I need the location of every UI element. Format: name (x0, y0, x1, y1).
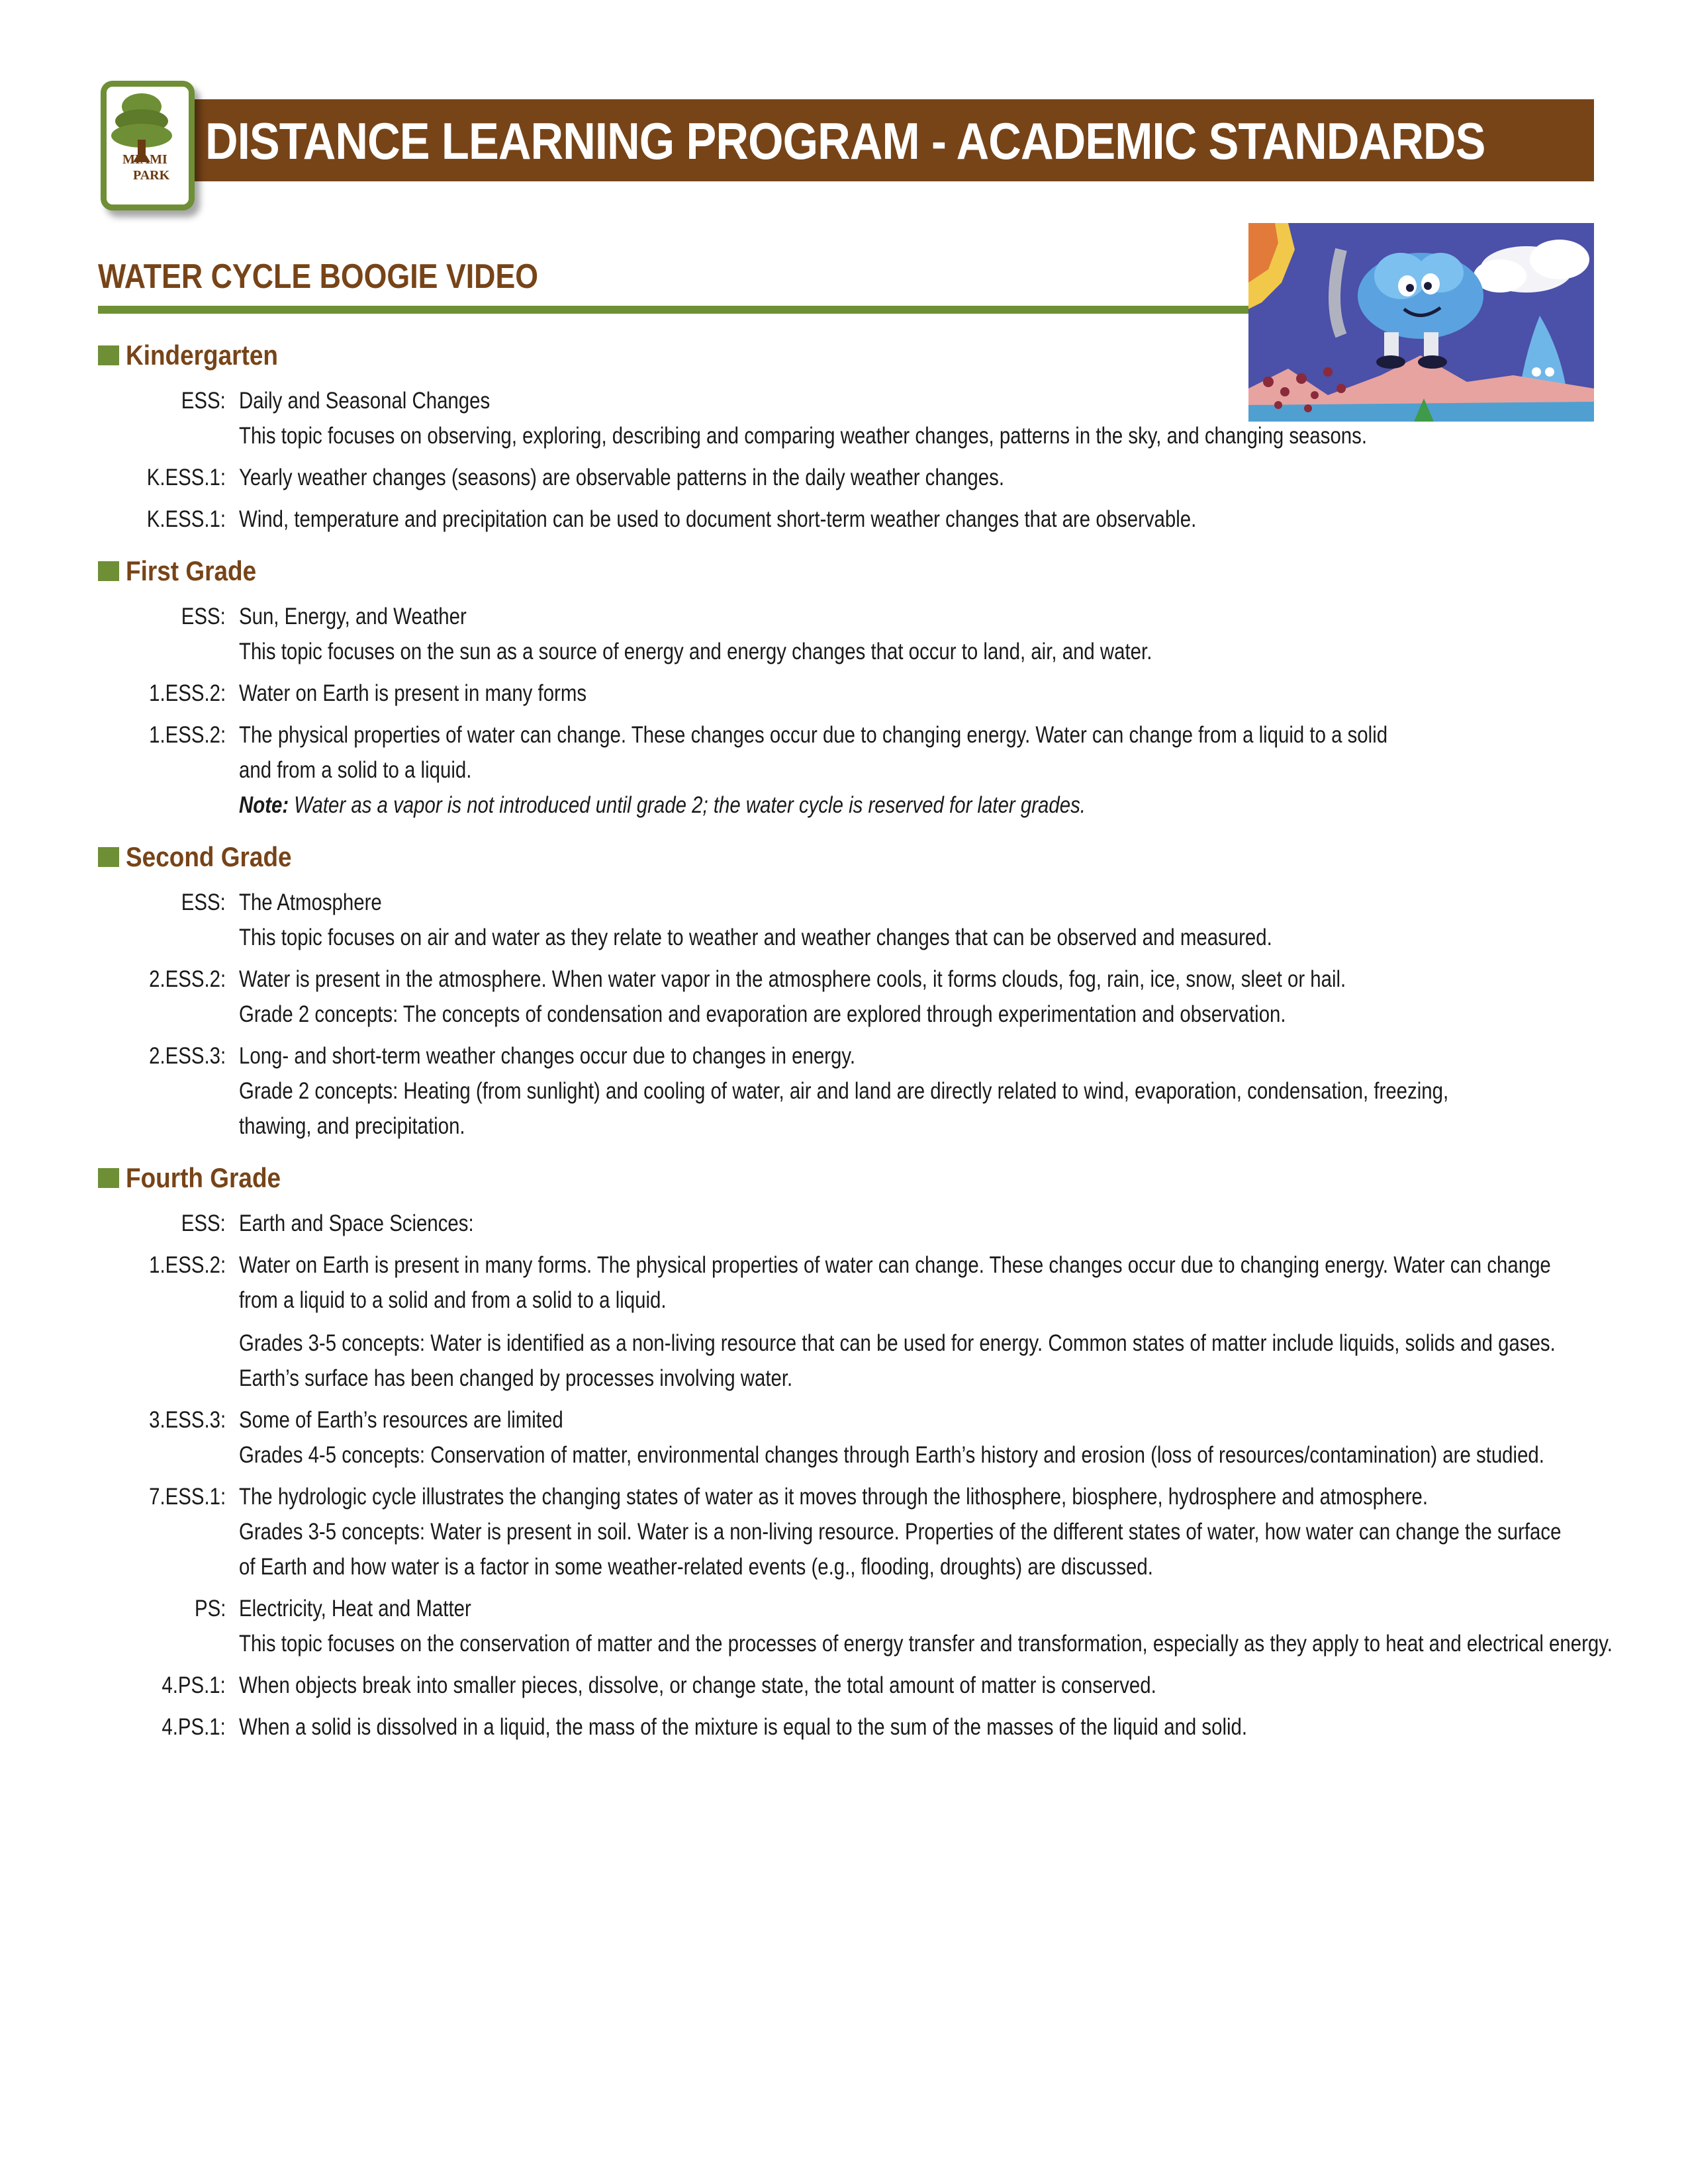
standard-line: This topic focuses on the conservation of matter and the processes of energy transfer and transformation, especially as they apply to heat and electrical energy. (239, 1631, 1613, 1657)
grade-label: Second Grade (126, 841, 292, 872)
standard-code: 1.ESS.2: (148, 1252, 226, 1278)
standard-line: Some of Earth’s resources are limited (239, 1407, 563, 1433)
standard-line: When a solid is dissolved in a liquid, the mass of the mixture is equal to the sum of the masses of the liquid and solid. (239, 1714, 1248, 1740)
miami-park-logo (101, 81, 195, 210)
standard-code: ESS: (181, 604, 226, 629)
standard-line: Yearly weather changes (seasons) are observable patterns in the daily weather changes. (239, 465, 1005, 490)
standard-item (98, 599, 1595, 669)
grade-fourth (98, 1157, 1613, 1745)
standard-line: Grade 2 concepts: Heating (from sunlight) and cooling of water, air and land are directly related to wind, evaporation, condensation, freezing, (239, 1078, 1449, 1104)
standard-code: 1.ESS.2: (148, 680, 226, 706)
grade-label: Kindergarten (126, 340, 279, 371)
standard-line: The hydrologic cycle illustrates the changing states of water as it moves through the lithosphere, biosphere, hydrosphere and atmosphere. (239, 1484, 1429, 1510)
standard-line: The Atmosphere (239, 889, 382, 915)
bullet-square-icon (98, 561, 119, 581)
standard-line: Electricity, Heat and Matter (239, 1596, 471, 1621)
standard-line: Grade 2 concepts: The concepts of condensation and evaporation are explored through experimentation and observation. (239, 1001, 1286, 1027)
water-cycle-boogie-illustration (1248, 223, 1594, 422)
standard-line: Wind, temperature and precipitation can be used to document short-term weather changes that are observable. (239, 506, 1197, 532)
header-banner (171, 99, 1594, 181)
grade-second (98, 836, 1595, 1144)
standard-item (98, 717, 1595, 823)
standard-line: Daily and Seasonal Changes (239, 388, 491, 414)
standard-line: The physical properties of water can change. These changes occur due to changing energy. Water can change from a liquid to a solid (239, 722, 1388, 748)
note-text: Water as a vapor is not introduced until grade 2; the water cycle is reserved for later grades. (289, 792, 1086, 818)
grade-heading (98, 550, 1595, 592)
standard-line: Long- and short-term weather changes occur due to changes in energy. (239, 1043, 856, 1069)
standard-line: Water on Earth is present in many forms. The physical properties of water can change. These changes occur due to changing energy. Water can change (239, 1252, 1551, 1278)
standard-item (98, 962, 1595, 1032)
standard-item (98, 1402, 1595, 1473)
standard-line: and from a solid to a liquid. (239, 757, 472, 783)
standard-code: ESS: (181, 388, 226, 414)
standard-item (98, 1709, 1595, 1745)
standard-line: Sun, Energy, and Weather (239, 604, 467, 629)
standard-line: thawing, and precipitation. (239, 1113, 465, 1139)
standard-item (98, 460, 1595, 495)
standard-item (98, 1206, 1595, 1241)
standard-code: 4.PS.1: (162, 1714, 226, 1740)
standard-item (98, 502, 1595, 537)
standard-code: 3.ESS.3: (148, 1407, 226, 1433)
standard-item (98, 676, 1595, 711)
standard-code: 1.ESS.2: (148, 722, 226, 748)
standard-item (98, 1248, 1595, 1396)
standard-code: 7.ESS.1: (148, 1484, 226, 1510)
standard-line: This topic focuses on the sun as a source of energy and energy changes that occur to land, air, and water. (239, 639, 1152, 664)
standard-code: 2.ESS.2: (148, 966, 226, 992)
standard-code: K.ESS.1: (146, 506, 226, 532)
note-label: Note: (239, 792, 289, 818)
standard-line: Water on Earth is present in many forms (239, 680, 587, 706)
grade-label: Fourth Grade (126, 1162, 281, 1193)
standard-item (98, 1668, 1595, 1703)
note-line (239, 788, 1387, 823)
standard-line: This topic focuses on air and water as they relate to weather and weather changes that can be observed and measured. (239, 925, 1272, 950)
standard-item (98, 885, 1595, 955)
standard-code: K.ESS.1: (146, 465, 226, 490)
standard-line: Earth’s surface has been changed by processes involving water. (239, 1365, 793, 1391)
grade-label: First Grade (126, 555, 257, 586)
section-divider (98, 306, 1256, 314)
standard-line: This topic focuses on observing, exploring, describing and comparing weather changes, patterns in the sky, and changing seasons. (239, 423, 1368, 449)
logo-wordmark-bottom: PARK (133, 168, 170, 183)
standard-code: PS: (194, 1596, 226, 1621)
standard-line: When objects break into smaller pieces, dissolve, or change state, the total amount of matter is conserved. (239, 1672, 1156, 1698)
standard-line: Water is present in the atmosphere. When water vapor in the atmosphere cools, it forms clouds, fog, rain, ice, snow, sleet or hail. (239, 966, 1346, 992)
standard-item (98, 1591, 1613, 1661)
standard-item (98, 1479, 1595, 1584)
bullet-square-icon (98, 345, 119, 365)
bullet-square-icon (98, 1168, 119, 1188)
grade-first (98, 550, 1595, 823)
bullet-square-icon (98, 847, 119, 867)
grade-heading (98, 1157, 1595, 1199)
standard-line: of Earth and how water is a factor in some weather-related events (e.g., flooding, droughts) are discussed. (239, 1554, 1153, 1580)
standard-item (98, 1038, 1595, 1144)
logo-wordmark-top: MIAMI (122, 152, 167, 167)
grade-heading (98, 836, 1595, 878)
standard-line: Grades 3-5 concepts: Water is present in soil. Water is a non-living resource. Properties of the different states of water, how water can change the surface (239, 1519, 1562, 1545)
standard-code: ESS: (181, 889, 226, 915)
standard-code: 2.ESS.3: (148, 1043, 226, 1069)
page-title: DISTANCE LEARNING PROGRAM - ACADEMIC STANDARDS (205, 112, 1485, 170)
standards-content (98, 334, 1613, 1745)
standard-line: Grades 4-5 concepts: Conservation of matter, environmental changes through Earth’s history and erosion (loss of resources/contamination) are studied. (239, 1442, 1544, 1468)
section-title: WATER CYCLE BOOGIE VIDEO (98, 257, 539, 296)
standard-line: Earth and Space Sciences: (239, 1210, 474, 1236)
standard-line: Grades 3-5 concepts: Water is identified as a non-living resource that can be used for energy. Common states of matter include liquids, solids and gases. (239, 1330, 1556, 1356)
standard-line: from a liquid to a solid and from a solid to a liquid. (239, 1287, 667, 1313)
standard-code: 4.PS.1: (162, 1672, 226, 1698)
standard-code: ESS: (181, 1210, 226, 1236)
